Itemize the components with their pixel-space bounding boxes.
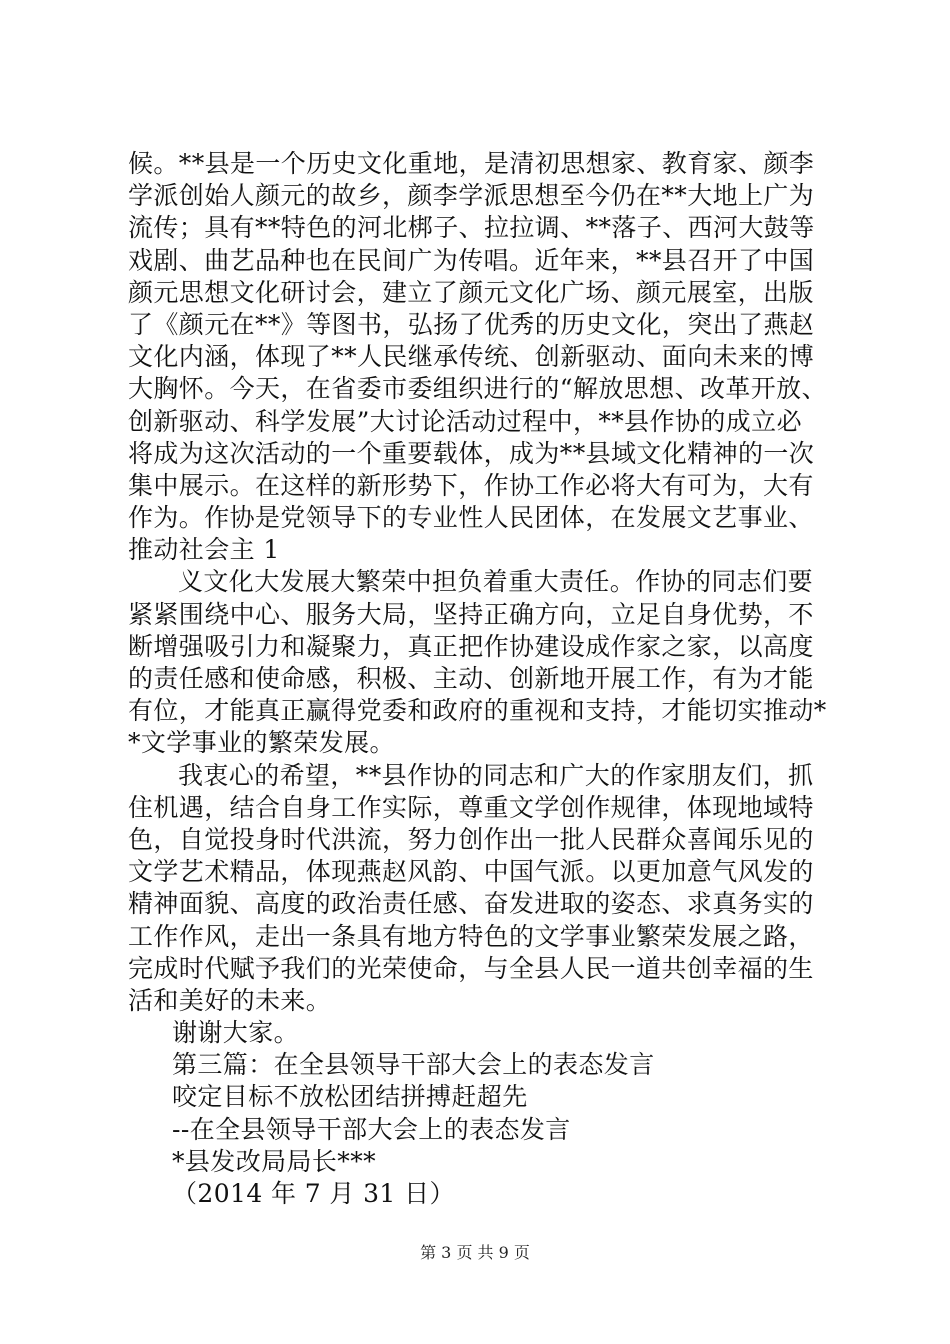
text-line: 了《颜元在**》等图书，弘扬了优秀的历史文化，突出了燕赵 (128, 309, 815, 339)
text-line: 作为。作协是党领导下的专业性人民团体，在发展文艺事业、 (128, 503, 814, 533)
page-footer: 第 3 页 共 9 页 (420, 1243, 530, 1262)
text-line: 文化内涵，体现了**人民继承传统、创新驱动、面向未来的博 (128, 342, 815, 372)
text-line: 色，自觉投身时代洪流，努力创作出一批人民群众喜闻乐见的 (128, 824, 814, 854)
speech-title: 咬定目标不放松团结拼搏赶超先 (172, 1082, 528, 1112)
text-line: 活和美好的未来。 (128, 985, 332, 1015)
text-line: 住机遇，结合自身工作实际，尊重文学创作规律，体现地域特 (128, 792, 814, 822)
text-line: 将成为这次活动的一个重要载体，成为**县域文化精神的一次 (128, 438, 815, 468)
text-line: 的责任感和使命感，积极、主动、创新地开展工作，有为才能 (128, 664, 814, 693)
text-line: 推动社会主 1 (128, 535, 280, 565)
text-line: 颜元思想文化研讨会，建立了颜元文化广场、颜元展室，出版 (128, 277, 814, 307)
text-line: 流传；具有**特色的河北梆子、拉拉调、**落子、西河大鼓等 (128, 213, 815, 243)
text-line: 文学艺术精品，体现燕赵风韵、中国气派。以更加意气风发的 (128, 857, 814, 887)
text-line: 大胸怀。今天，在省委市委组织进行的“解放思想、改革开放、 (128, 374, 827, 404)
text-line: 创新驱动、科学发展”大讨论活动过程中，**县作协的成立必 (128, 406, 802, 436)
date-line: （2014 年 7 月 31 日） (172, 1179, 455, 1208)
speaker-line: *县发改局局长*** (172, 1146, 377, 1176)
text-line: 完成时代赋予我们的光荣使命，与全县人民一道共创幸福的生 (128, 953, 814, 983)
text-line: 精神面貌、高度的政治责任感、奋发进取的姿态、求真务实的 (128, 889, 814, 919)
text-line: 有位，才能真正赢得党委和政府的重视和支持，才能切实推动* (128, 696, 827, 726)
text-line: 集中展示。在这样的新形势下，作协工作必将大有可为，大有 (128, 470, 814, 500)
text-line: 候。**县是一个历史文化重地，是清初思想家、教育家、颜李 (128, 149, 815, 178)
text-line: 学派创始人颜元的故乡，颜李学派思想至今仍在**大地上广为 (128, 181, 815, 211)
paragraph-start-line: 义文化大发展大繁荣中担负着重大责任。作协的同志们要 (178, 567, 814, 597)
speech-subtitle: --在全县领导干部大会上的表态发言 (172, 1114, 571, 1144)
text-line: 工作作风，走出一条具有地方特色的文学事业繁荣发展之路， (128, 921, 814, 951)
text-line: 戏剧、曲艺品种也在民间广为传唱。近年来，**县召开了中国 (128, 245, 815, 275)
text-line: 断增强吸引力和凝聚力，真正把作协建设成作家之家，以高度 (128, 631, 814, 661)
section-heading: 第三篇：在全县领导干部大会上的表态发言 (172, 1050, 655, 1080)
closing-line: 谢谢大家。 (172, 1018, 300, 1048)
text-line: 紧紧围绕中心、服务大局，坚持正确方向，立足自身优势，不 (128, 599, 814, 629)
paragraph-start-line: 我衷心的希望，**县作协的同志和广大的作家朋友们，抓 (178, 760, 814, 790)
text-line: *文学事业的繁荣发展。 (128, 728, 395, 758)
document-body (128, 148, 838, 1210)
